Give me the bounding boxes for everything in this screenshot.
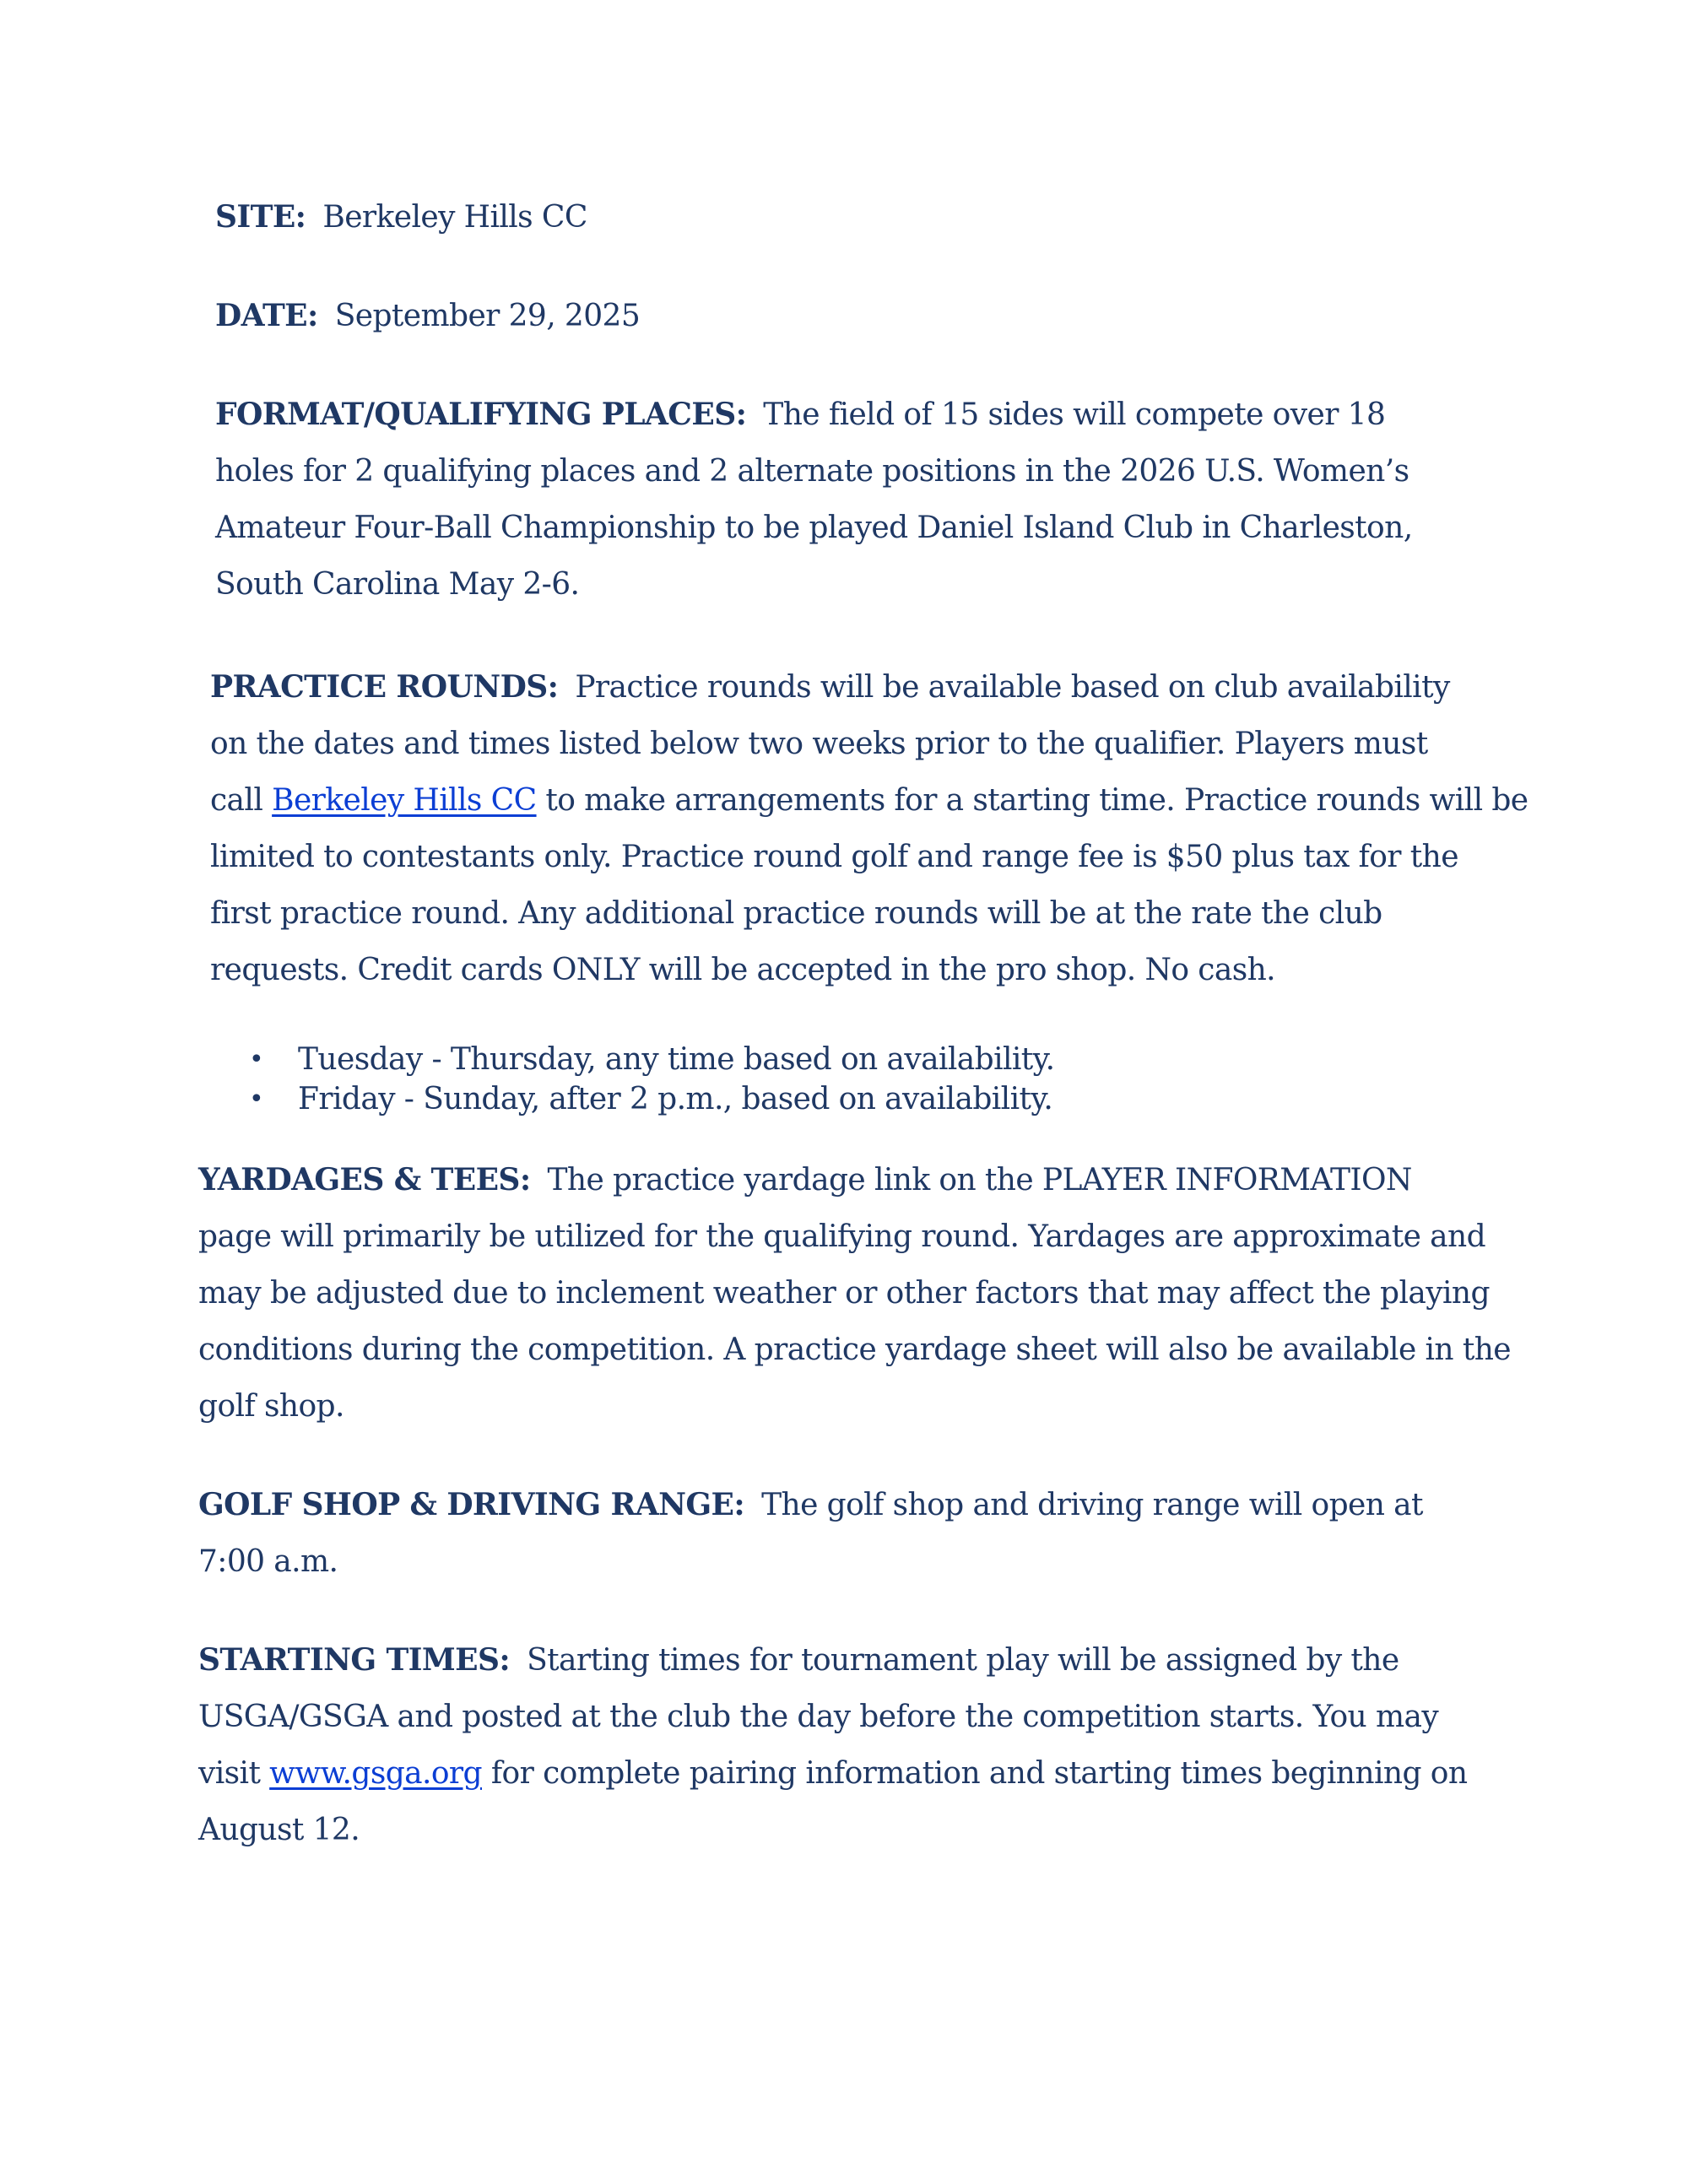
practice-days-list xyxy=(249,1040,1054,1119)
yardages-line-1 xyxy=(198,1152,1511,1208)
practice-call-text: call xyxy=(210,783,263,818)
practice-label: PRACTICE ROUNDS: xyxy=(210,669,559,705)
starting-times-line-1 xyxy=(198,1632,1467,1689)
golf-shop-text: The golf shop and driving range will open at xyxy=(761,1488,1423,1522)
starting-times-text: Starting times for tournament play will be assigned by the xyxy=(527,1643,1399,1678)
format-section xyxy=(215,387,1413,613)
practice-section xyxy=(210,659,1528,998)
format-line-2: holes for 2 qualifying places and 2 alternate positions in the 2026 U.S. Women’s xyxy=(215,454,1409,489)
starting-times-label: STARTING TIMES: xyxy=(198,1642,511,1678)
practice-line-3 xyxy=(210,772,1528,829)
date-label: DATE: xyxy=(215,298,318,333)
practice-line-5: first practice round. Any additional practice rounds will be at the rate the club xyxy=(210,896,1382,931)
golf-shop-line-2: 7:00 a.m. xyxy=(198,1544,338,1579)
starting-times-line-2: USGA/GSGA and posted at the club the day before the competition starts. You may xyxy=(198,1700,1439,1734)
date-line xyxy=(215,288,640,344)
bullet-text: Tuesday - Thursday, any time based on availability. xyxy=(298,1042,1055,1077)
date-section xyxy=(215,288,640,344)
practice-line-6: requests. Credit cards ONLY will be accepted in the pro shop. No cash. xyxy=(210,953,1276,987)
format-line-3: Amateur Four-Ball Championship to be played Daniel Island Club in Charleston, xyxy=(215,511,1413,545)
format-text: The field of 15 sides will compete over 18 xyxy=(763,397,1386,432)
yardages-line-5: golf shop. xyxy=(198,1389,344,1424)
yardages-line-2: page will primarily be utilized for the qualifying round. Yardages are approximate and xyxy=(198,1219,1486,1254)
yardages-section xyxy=(198,1152,1511,1435)
format-label: FORMAT/QUALIFYING PLACES: xyxy=(215,397,747,432)
list-item xyxy=(249,1079,1054,1119)
bullet-text: Friday - Sunday, after 2 p.m., based on availability. xyxy=(298,1082,1053,1116)
starting-times-section xyxy=(198,1632,1467,1858)
practice-arrangements-text: to make arrangements for a starting time. Practice rounds will be xyxy=(545,783,1528,818)
bullet-icon: • xyxy=(249,1045,264,1074)
practice-line-2: on the dates and times listed below two weeks prior to the qualifier. Players must xyxy=(210,727,1428,761)
gsga-website-link[interactable]: www.gsga.org xyxy=(269,1756,482,1791)
bullet-icon: • xyxy=(249,1084,264,1114)
golf-shop-line-1 xyxy=(198,1477,1423,1533)
yardages-line-3: may be adjusted due to inclement weather or other factors that may affect the playing xyxy=(198,1276,1490,1311)
site-line xyxy=(215,189,587,246)
practice-line-1 xyxy=(210,659,1528,716)
date-value: September 29, 2025 xyxy=(334,299,641,333)
yardages-label: YARDAGES & TEES: xyxy=(198,1162,531,1197)
format-line-4: South Carolina May 2-6. xyxy=(215,567,580,602)
starting-times-line-4: August 12. xyxy=(198,1813,360,1847)
practice-text: Practice rounds will be available based on club availability xyxy=(575,670,1450,705)
golf-shop-label: GOLF SHOP & DRIVING RANGE: xyxy=(198,1487,745,1522)
golf-shop-section xyxy=(198,1477,1423,1590)
starting-times-line-3 xyxy=(198,1745,1467,1802)
site-section xyxy=(215,189,587,246)
yardages-line-4: conditions during the competition. A practice yardage sheet will also be available in the xyxy=(198,1333,1512,1367)
pairing-info-text: for complete pairing information and starting times beginning on xyxy=(490,1756,1468,1791)
site-value: Berkeley Hills CC xyxy=(322,200,587,235)
yardages-text: The practice yardage link on the PLAYER INFORMATION xyxy=(547,1163,1412,1197)
format-line-1 xyxy=(215,387,1413,443)
visit-text: visit xyxy=(198,1756,261,1791)
list-item xyxy=(249,1040,1054,1079)
berkeley-hills-link[interactable]: Berkeley Hills CC xyxy=(272,783,537,818)
site-label: SITE: xyxy=(215,199,306,235)
practice-line-4: limited to contestants only. Practice round golf and range fee is $50 plus tax for the xyxy=(210,840,1458,874)
